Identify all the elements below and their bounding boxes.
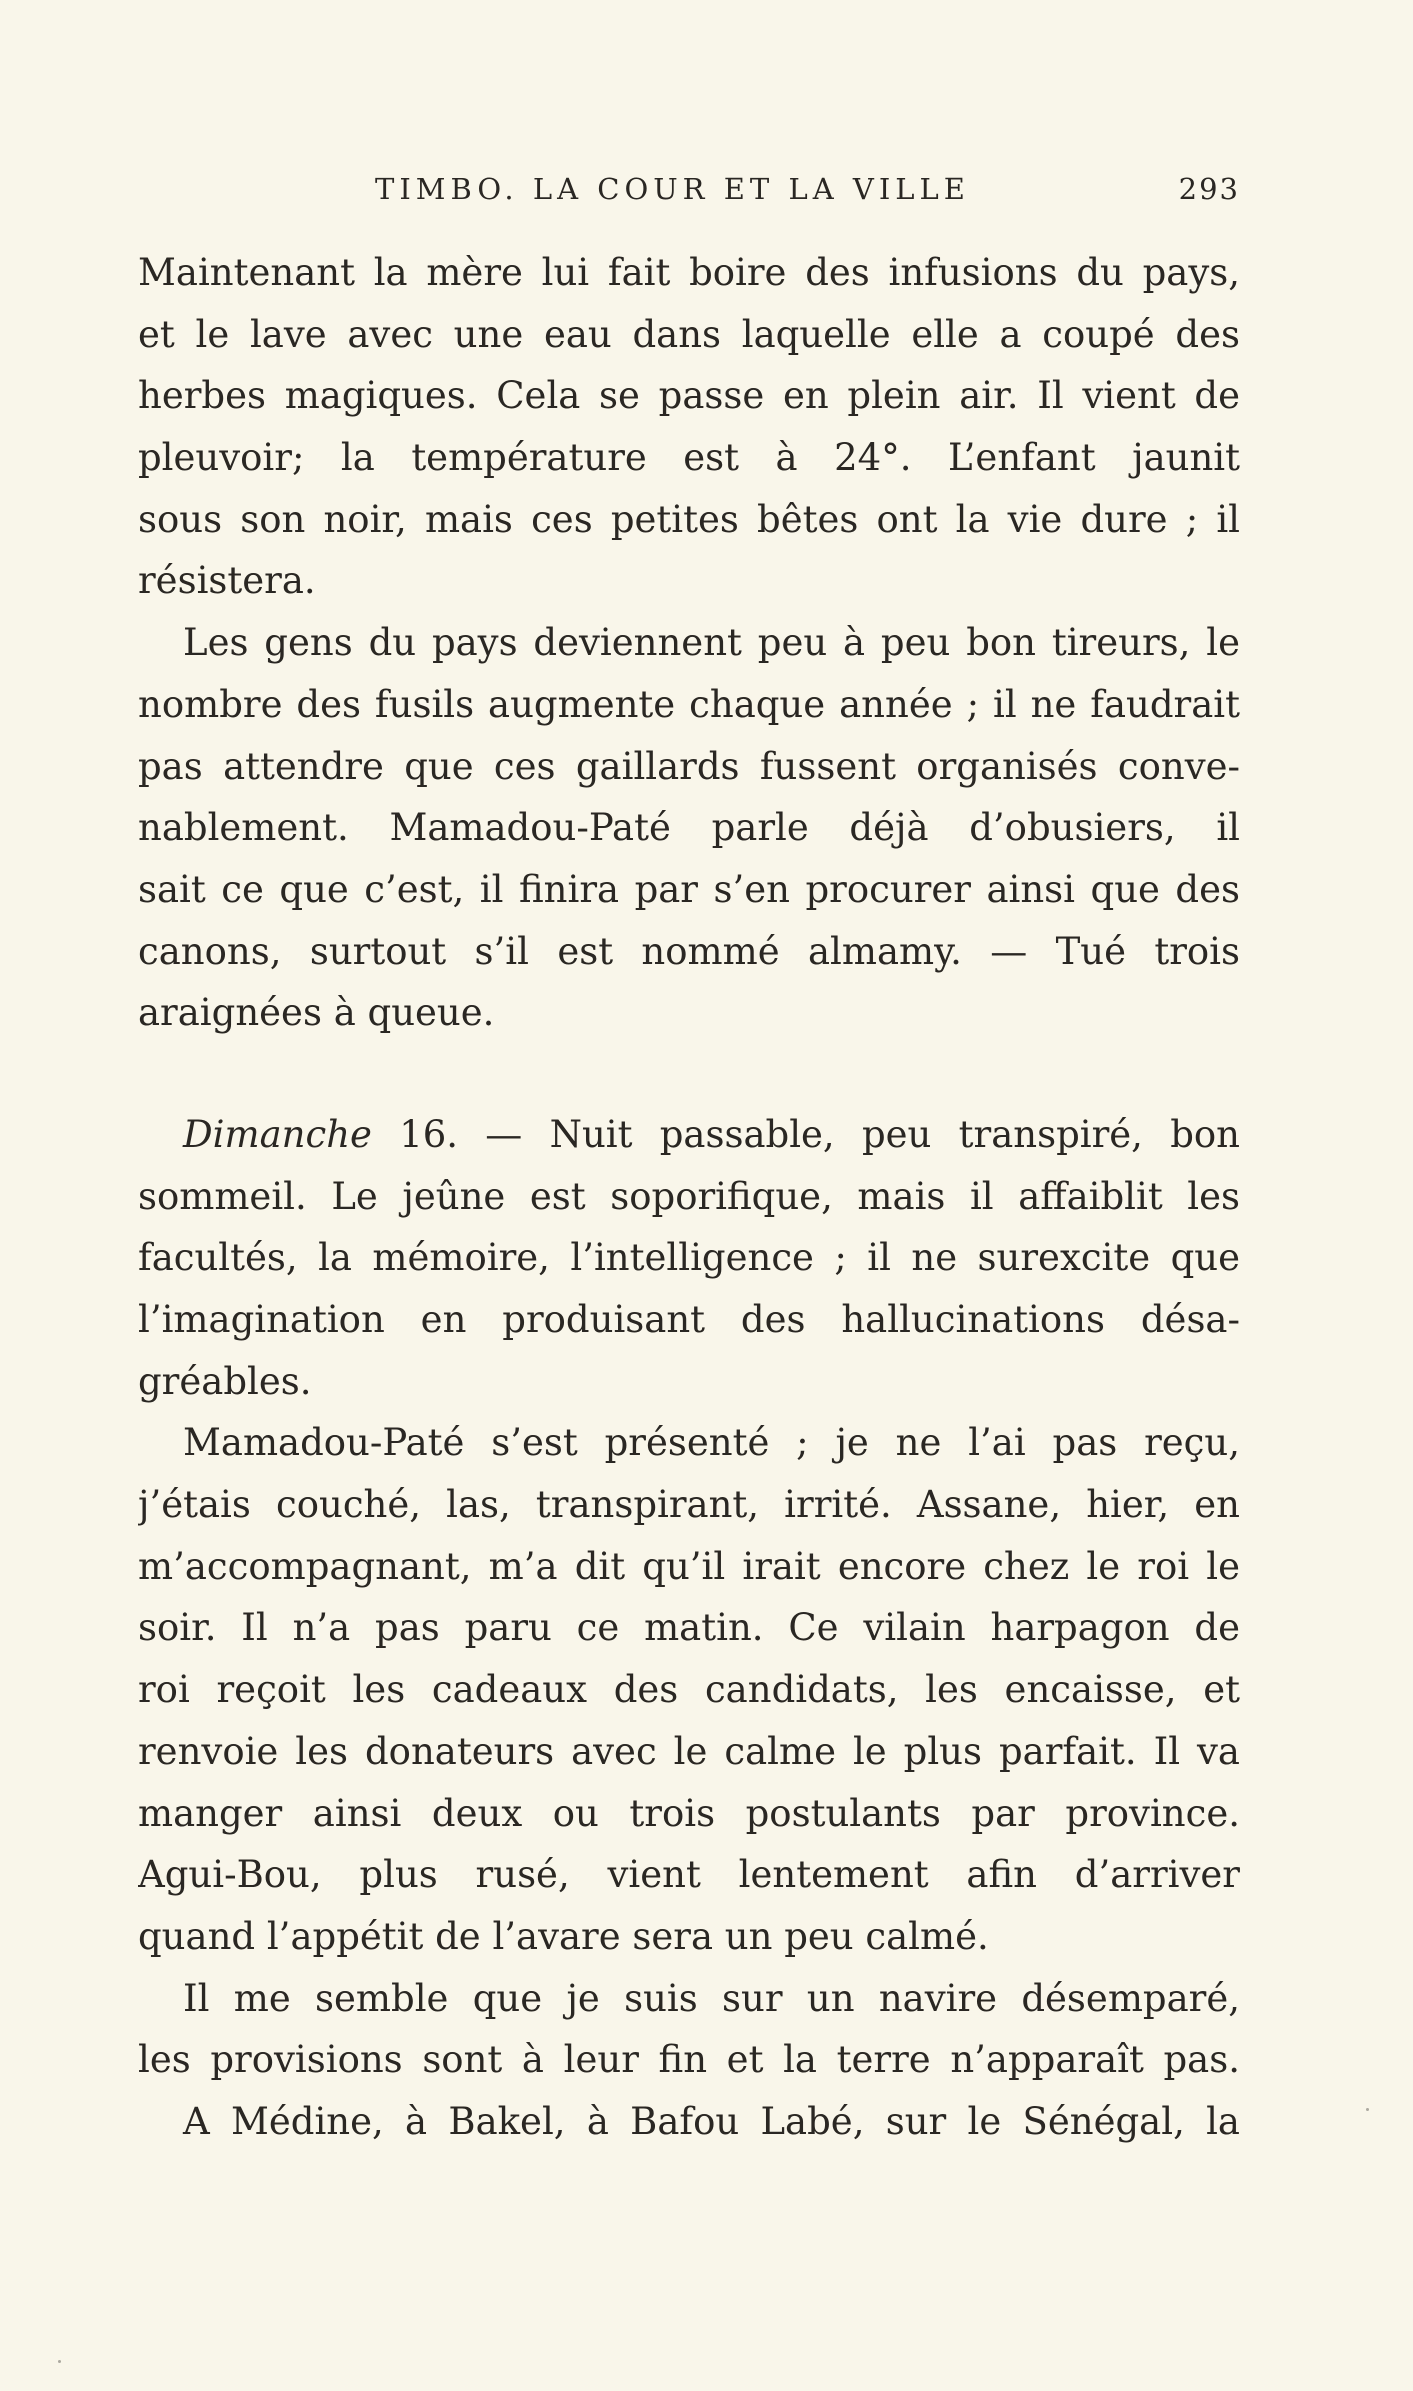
text-line: résistera. <box>138 559 316 603</box>
text-line: renvoie les donateurs avec le calme le plus parfait. Il va <box>138 1729 1240 1773</box>
text-line: Agui-Bou, plus rusé, vient lentement afin d’arriver <box>138 1853 1240 1897</box>
text-line: l’imagination en produisant des hallucinations désa- <box>138 1298 1240 1341</box>
text-line: j’étais couché, las, transpirant, irrité. Assane, hier, en <box>138 1483 1240 1527</box>
text-line: canons, surtout s’il est nommé almamy. — Tué trois <box>138 929 1240 973</box>
text-line: Mamadou-Paté s’est présenté ; je ne l’ai pas reçu, <box>183 1421 1240 1465</box>
text-line: quand l’appétit de l’avare sera un peu calmé. <box>138 1914 989 1958</box>
text-line: roi reçoit les cadeaux des candidats, les encaisse, et <box>138 1668 1240 1712</box>
section-gap <box>138 1044 1240 1104</box>
text-line: araignées à queue. <box>138 991 495 1035</box>
text-line: pas attendre que ces gaillards fussent organisés conve- <box>138 744 1240 788</box>
text-line: Les gens du pays deviennent peu à peu bon tireurs, le <box>183 621 1240 665</box>
text-line: sait ce que c’est, il finira par s’en procurer ainsi que des <box>138 867 1240 911</box>
text-line <box>138 1104 1240 1166</box>
entry-text: 16. — Nuit passable, peu transpiré, bon <box>371 1112 1240 1156</box>
page-number: 293 <box>1178 172 1240 206</box>
running-header <box>138 172 1240 220</box>
text-line: sommeil. Le jeûne est soporifique, mais il affaiblit les <box>138 1174 1240 1218</box>
text-line: manger ainsi deux ou trois postulants par province. <box>138 1791 1240 1835</box>
text-line: Maintenant la mère lui fait boire des infusions du pays, <box>138 251 1240 294</box>
entry-day: Dimanche <box>183 1112 372 1156</box>
running-title: TIMBO. LA COUR ET LA VILLE <box>375 172 970 206</box>
text-line: pleuvoir; la température est à 24°. L’enfant jaunit <box>138 436 1240 480</box>
text-line: et le lave avec une eau dans laquelle elle a coupé des <box>138 312 1240 356</box>
text-line: sous son noir, mais ces petites bêtes ont la vie dure ; il <box>138 497 1240 541</box>
text-line: A Médine, à Bakel, à Bafou Labé, sur le Sénégal, la <box>183 2099 1240 2143</box>
text-line: herbes magiques. Cela se passe en plein air. Il vient de <box>138 374 1240 418</box>
paper-speck <box>1366 2108 1369 2111</box>
text-line: nablement. Mamadou-Paté parle déjà d’obusiers, il <box>138 806 1240 850</box>
text-line: facultés, la mémoire, l’intelligence ; il ne surexcite que <box>138 1236 1240 1280</box>
paper-speck <box>58 2360 61 2363</box>
text-line: gréables. <box>138 1359 312 1403</box>
body-text <box>138 242 1240 2153</box>
text-line: m’accompagnant, m’a dit qu’il irait encore chez le roi le <box>138 1544 1240 1588</box>
text-line: nombre des fusils augmente chaque année ; il ne faudrait <box>138 682 1240 726</box>
text-line: Il me semble que je suis sur un navire désemparé, <box>183 1976 1240 2020</box>
text-line: soir. Il n’a pas paru ce matin. Ce vilain harpagon de <box>138 1606 1240 1650</box>
text-line: les provisions sont à leur fin et la terre n’apparaît pas. <box>138 2038 1240 2082</box>
